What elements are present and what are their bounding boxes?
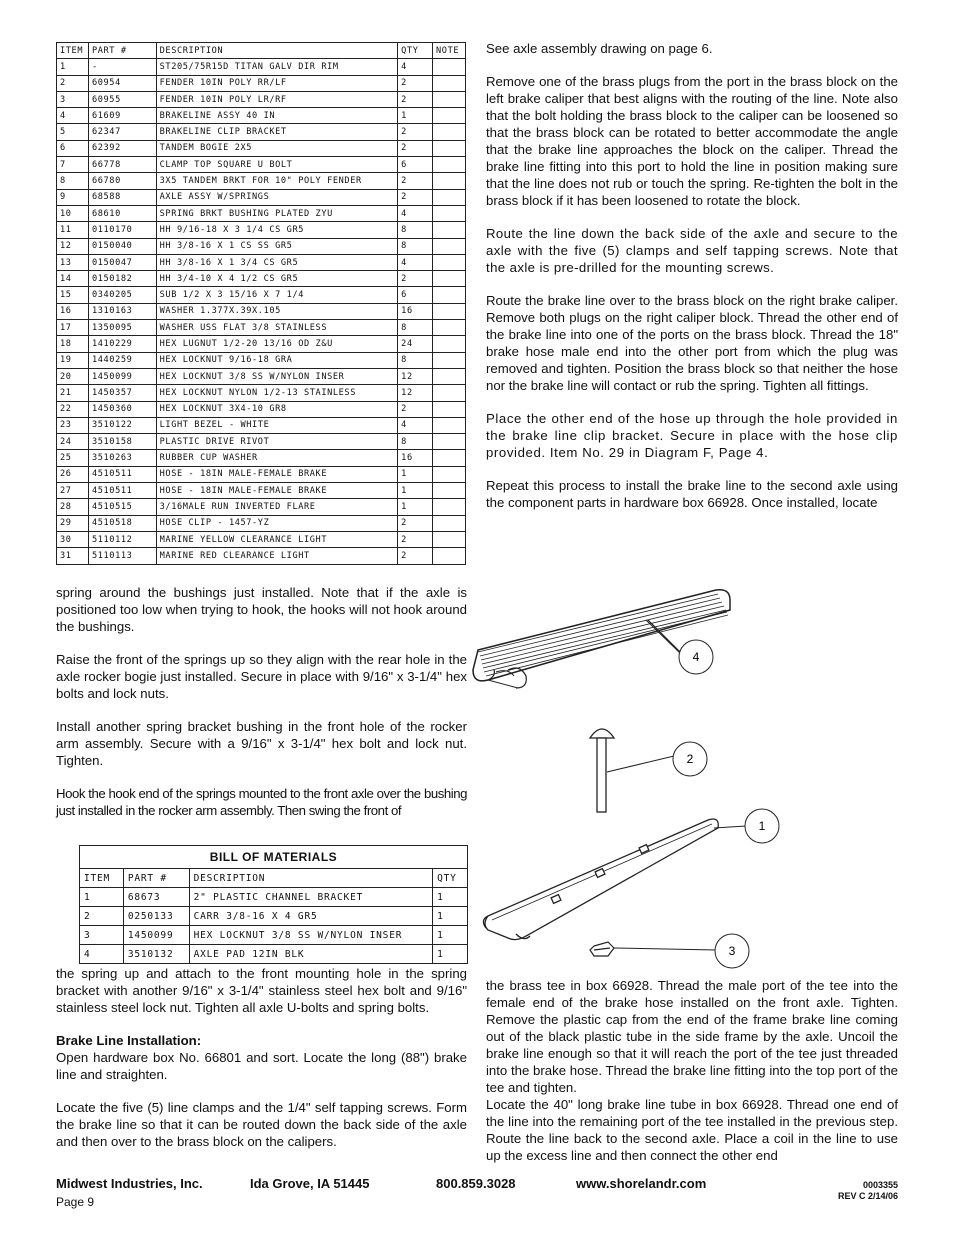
table-row <box>57 483 466 499</box>
table-cell: 5110113 <box>88 548 156 564</box>
table-cell: 5110112 <box>88 531 156 547</box>
table-cell: 27 <box>57 483 89 499</box>
table-row <box>57 320 466 336</box>
table-cell: TANDEM BOGIE 2X5 <box>156 140 398 156</box>
table-cell: 7 <box>57 157 89 173</box>
table-cell <box>433 303 466 319</box>
locknut-drawing <box>590 942 614 956</box>
table-cell: 24 <box>398 336 433 352</box>
table-cell <box>433 222 466 238</box>
paragraph: Install another spring bracket bushing in the front hole of the rocker arm assembly. Secure with a 9/16" x 3-1/4" hex bolt and lock nut. Tighten. <box>56 719 467 768</box>
table-cell: 1440259 <box>88 352 156 368</box>
table-cell: 19 <box>57 352 89 368</box>
table-row <box>57 271 466 287</box>
callout-label: 1 <box>758 819 766 833</box>
table-cell <box>433 336 466 352</box>
table-cell: LIGHT BEZEL - WHITE <box>156 417 398 433</box>
table-row <box>57 303 466 319</box>
table-cell: CLAMP TOP SQUARE U BOLT <box>156 157 398 173</box>
carriage-bolt-drawing <box>590 729 614 812</box>
table-cell <box>433 548 466 564</box>
column-header: DESCRIPTION <box>189 869 433 888</box>
hardware-diagram <box>468 580 908 975</box>
table-cell: 1 <box>398 466 433 482</box>
table-cell: ST205/75R15D TITAN GALV DIR RIM <box>156 59 398 75</box>
table-cell <box>433 531 466 547</box>
table-cell: RUBBER CUP WASHER <box>156 450 398 466</box>
table-cell <box>433 157 466 173</box>
right-bottom-text <box>486 977 898 1180</box>
table-cell: 60955 <box>88 91 156 107</box>
column-header: QTY <box>433 869 468 888</box>
table-cell: 1410229 <box>88 336 156 352</box>
table-cell: 1450099 <box>88 368 156 384</box>
table-cell: 9 <box>57 189 89 205</box>
table-cell <box>433 108 466 124</box>
table-cell: PLASTIC DRIVE RIVOT <box>156 434 398 450</box>
table-row <box>57 238 466 254</box>
column-header: ITEM <box>57 43 89 59</box>
table-cell: HOSE CLIP - 1457-YZ <box>156 515 398 531</box>
callout-label: 4 <box>692 650 700 664</box>
table-cell: 61609 <box>88 108 156 124</box>
footer-city: Ida Grove, IA 51445 <box>250 1176 370 1191</box>
paragraph: the brass tee in box 66928. Thread the male port of the tee into the female end of the brake hose installed on the front axle. Tighten. Remove the plastic cap from the end of the frame brake line coming out of the black plastic tube in the side frame by the axle. Uncoil the brake line enough so that it will reach the port of the tee just threaded into the brake hose. Thread the brake line fitting into the top port of the tee and tighten. <box>486 978 898 1095</box>
table-cell: HEX LOCKNUT 9/16-18 GRA <box>156 352 398 368</box>
table-cell: 23 <box>57 417 89 433</box>
table-cell <box>433 499 466 515</box>
table-cell <box>433 238 466 254</box>
page-number: Page 9 <box>56 1195 95 1209</box>
table-cell: 4 <box>398 417 433 433</box>
table-cell: 4 <box>398 59 433 75</box>
paragraph: Place the other end of the hose up through the hole provided in the brake line clip bracket. Secure in place with the hose clip provided. Item No. 29 in Diagram F, Page 4. <box>486 411 898 460</box>
parts-table <box>56 42 466 565</box>
table-row <box>57 75 466 91</box>
table-cell: 60954 <box>88 75 156 91</box>
column-header: PART # <box>88 43 156 59</box>
table-cell: 0150182 <box>88 271 156 287</box>
table-row <box>57 108 466 124</box>
table-cell: 29 <box>57 515 89 531</box>
table-row <box>57 336 466 352</box>
table-cell: MARINE YELLOW CLEARANCE LIGHT <box>156 531 398 547</box>
footer-website: www.shorelandr.com <box>576 1176 707 1191</box>
table-row <box>80 926 468 945</box>
table-cell: 8 <box>398 352 433 368</box>
table-cell: 66778 <box>88 157 156 173</box>
bom-title: BILL OF MATERIALS <box>80 846 468 869</box>
paragraph: Route the line down the back side of the axle and secure to the axle with the five (5) clamps and self tapping screws. Note that the axle is pre-drilled for the mounting screws. <box>486 226 898 275</box>
table-cell: 8 <box>398 320 433 336</box>
table-row <box>57 140 466 156</box>
table-cell: 68673 <box>123 888 189 907</box>
table-cell: 0150047 <box>88 254 156 270</box>
table-row <box>80 888 468 907</box>
paragraph: Route the brake line over to the brass block on the right brake caliper. Remove both plugs on the right caliper block. Thread the other end of the brake line into one of the ports on the brass block. Thread the 18" brake hose male end into the other port from which the plug was removed and tighten. Position the brass block so that neither the hose nor the brake line will contact or rub the spring. Tighten all fittings. <box>486 293 898 393</box>
table-cell: 3510158 <box>88 434 156 450</box>
table-cell: 2 <box>398 401 433 417</box>
footer-phone: 800.859.3028 <box>436 1176 516 1191</box>
table-cell <box>433 385 466 401</box>
table-cell: 1 <box>433 888 468 907</box>
column-header: DESCRIPTION <box>156 43 398 59</box>
table-cell: 11 <box>57 222 89 238</box>
table-cell: 2 <box>398 173 433 189</box>
table-cell: 2 <box>57 75 89 91</box>
table-row <box>80 945 468 964</box>
table-row <box>57 450 466 466</box>
table-cell <box>433 189 466 205</box>
column-header: PART # <box>123 869 189 888</box>
table-cell: HEX LOCKNUT 3/8 SS W/NYLON INSER <box>189 926 433 945</box>
table-cell: 2 <box>398 531 433 547</box>
table-cell: 3510263 <box>88 450 156 466</box>
column-header: NOTE <box>433 43 466 59</box>
table-cell: SUB 1/2 X 3 15/16 X 7 1/4 <box>156 287 398 303</box>
table-cell: HH 3/8-16 X 1 CS SS GR5 <box>156 238 398 254</box>
table-cell: 1450099 <box>123 926 189 945</box>
table-cell: 24 <box>57 434 89 450</box>
table-cell: HH 3/4-10 X 4 1/2 CS GR5 <box>156 271 398 287</box>
table-cell: HEX LOCKNUT 3/8 SS W/NYLON INSER <box>156 368 398 384</box>
table-cell: 16 <box>57 303 89 319</box>
table-cell <box>433 401 466 417</box>
table-cell: 68588 <box>88 189 156 205</box>
table-cell: 4510518 <box>88 515 156 531</box>
table-cell <box>433 140 466 156</box>
column-header: QTY <box>398 43 433 59</box>
table-cell: 30 <box>57 531 89 547</box>
table-cell: 10 <box>57 205 89 221</box>
paragraph: spring around the bushings just installed. Note that if the axle is positioned too low when trying to hook, the hooks will not hook around the bushings. <box>56 585 467 634</box>
table-cell: 0150040 <box>88 238 156 254</box>
section-heading: Brake Line Installation: <box>56 1033 202 1048</box>
table-cell: 2 <box>80 907 124 926</box>
table-cell: 6 <box>57 140 89 156</box>
table-cell: 2 <box>398 271 433 287</box>
table-cell: 3 <box>57 91 89 107</box>
table-cell <box>433 254 466 270</box>
table-row <box>57 434 466 450</box>
table-cell: 6 <box>398 287 433 303</box>
table-cell: 28 <box>57 499 89 515</box>
right-top-text <box>486 40 898 527</box>
table-cell <box>433 173 466 189</box>
paragraph: Open hardware box No. 66801 and sort. Locate the long (88") brake line and straighten. <box>56 1050 467 1082</box>
table-cell: 1 <box>433 907 468 926</box>
table-row <box>80 907 468 926</box>
table-cell: MARINE RED CLEARANCE LIGHT <box>156 548 398 564</box>
table-cell: 4 <box>398 205 433 221</box>
table-row <box>57 254 466 270</box>
table-cell: CARR 3/8-16 X 4 GR5 <box>189 907 433 926</box>
table-cell <box>433 483 466 499</box>
table-cell <box>433 417 466 433</box>
table-cell: 4 <box>80 945 124 964</box>
table-cell: 5 <box>57 124 89 140</box>
table-cell: 1310163 <box>88 303 156 319</box>
paragraph: Hook the hook end of the springs mounted to the front axle over the bushing just installed in the rocker arm assembly. Then swing the front of <box>56 786 467 818</box>
table-cell: 1 <box>80 888 124 907</box>
table-cell <box>433 75 466 91</box>
paragraph: See axle assembly drawing on page 6. <box>486 41 713 56</box>
table-cell <box>433 515 466 531</box>
table-row <box>57 401 466 417</box>
channel-bracket-drawing <box>483 819 718 940</box>
table-cell: 2 <box>398 515 433 531</box>
table-cell: BRAKELINE CLIP BRACKET <box>156 124 398 140</box>
table-cell: 2 <box>398 91 433 107</box>
column-header: ITEM <box>80 869 124 888</box>
table-cell: 0110170 <box>88 222 156 238</box>
table-cell: 68610 <box>88 205 156 221</box>
table-cell: HEX LOCKNUT NYLON 1/2-13 STAINLESS <box>156 385 398 401</box>
table-cell: BRAKELINE ASSY 40 IN <box>156 108 398 124</box>
revision: REV C 2/14/06 <box>837 1191 898 1201</box>
table-cell: 31 <box>57 548 89 564</box>
callout-label: 2 <box>686 752 694 766</box>
table-cell: 62392 <box>88 140 156 156</box>
table-row <box>57 222 466 238</box>
table-row <box>57 499 466 515</box>
paragraph: Locate the five (5) line clamps and the 1/4" self tapping screws. Form the brake line so that it can be routed down the back side of the axle and then over to the brass block on the calipers. <box>56 1100 467 1149</box>
table-cell <box>433 352 466 368</box>
table-cell: 25 <box>57 450 89 466</box>
table-cell <box>433 466 466 482</box>
table-cell: HOSE - 18IN MALE-FEMALE BRAKE <box>156 483 398 499</box>
table-row <box>57 91 466 107</box>
table-cell: 1 <box>398 483 433 499</box>
table-header-row <box>80 869 468 888</box>
paragraph: Remove one of the brass plugs from the port in the brass block on the left brake caliper that best aligns with the routing of the line. Note also that the bolt holding the brass block to the caliper can be loosened so that the brass block can be rotated to better accommodate the angle that the brake line approaches the block on the caliper. Thread the brake line fitting into this port to hold the line in position making sure that the line does not rub or touch the spring. Re-tighten the bolt in the brass block if it has been loosened to rotate the block. <box>486 74 898 208</box>
table-cell: WASHER 1.377X.39X.105 <box>156 303 398 319</box>
table-cell: HH 9/16-18 X 3 1/4 CS GR5 <box>156 222 398 238</box>
table-cell: 1 <box>57 59 89 75</box>
table-cell: 3 <box>80 926 124 945</box>
table-cell: 4510515 <box>88 499 156 515</box>
table-row <box>57 531 466 547</box>
table-cell: 1350095 <box>88 320 156 336</box>
table-cell: 62347 <box>88 124 156 140</box>
table-row <box>57 124 466 140</box>
table-cell: 3510122 <box>88 417 156 433</box>
table-cell: 1 <box>433 926 468 945</box>
table-cell: 26 <box>57 466 89 482</box>
table-cell: HEX LUGNUT 1/2-20 13/16 OD Z&U <box>156 336 398 352</box>
table-cell: 3510132 <box>123 945 189 964</box>
table-cell: 0250133 <box>123 907 189 926</box>
table-cell: 22 <box>57 401 89 417</box>
table-cell: 1450357 <box>88 385 156 401</box>
table-row <box>57 287 466 303</box>
table-cell <box>433 124 466 140</box>
left-mid-text <box>56 584 467 835</box>
table-row <box>57 417 466 433</box>
table-row <box>57 59 466 75</box>
table-cell <box>433 287 466 303</box>
table-cell <box>433 434 466 450</box>
table-cell: 2 <box>398 124 433 140</box>
table-cell: FENDER 10IN POLY RR/LF <box>156 75 398 91</box>
table-cell: 2" PLASTIC CHANNEL BRACKET <box>189 888 433 907</box>
table-cell: 2 <box>398 548 433 564</box>
table-cell: 3X5 TANDEM BRKT FOR 10" POLY FENDER <box>156 173 398 189</box>
table-cell: 3/16MALE RUN INVERTED FLARE <box>156 499 398 515</box>
table-cell: 4 <box>57 108 89 124</box>
table-cell: FENDER 10IN POLY LR/RF <box>156 91 398 107</box>
table-cell: 2 <box>398 140 433 156</box>
table-cell <box>433 368 466 384</box>
bom-table <box>79 845 468 964</box>
table-cell: 2 <box>398 189 433 205</box>
table-cell: 8 <box>398 434 433 450</box>
table-cell: AXLE PAD 12IN BLK <box>189 945 433 964</box>
table-cell: 4 <box>398 254 433 270</box>
table-cell: 8 <box>398 222 433 238</box>
table-cell: 1450360 <box>88 401 156 417</box>
document-number: 0003355 <box>862 1180 898 1190</box>
table-cell: 13 <box>57 254 89 270</box>
table-cell: 1 <box>398 499 433 515</box>
callout-label: 3 <box>728 944 736 958</box>
table-cell: 8 <box>57 173 89 189</box>
paragraph: the spring up and attach to the front mounting hole in the spring bracket with another 9/16" x 3-1/4" stainless steel hex bolt and 9/16" stainless steel lock nut. Tighten all axle U-bolts and spring bolts. <box>56 966 467 1015</box>
table-cell: 12 <box>57 238 89 254</box>
table-cell: 16 <box>398 450 433 466</box>
table-row <box>57 368 466 384</box>
table-cell <box>433 205 466 221</box>
table-cell <box>433 320 466 336</box>
table-cell <box>433 271 466 287</box>
table-cell: 4510511 <box>88 466 156 482</box>
table-cell: 1 <box>398 108 433 124</box>
footer-company: Midwest Industries, Inc. <box>56 1176 203 1191</box>
table-row <box>57 385 466 401</box>
left-bottom-text <box>56 965 467 1166</box>
table-cell: HEX LOCKNUT 3X4-10 GR8 <box>156 401 398 417</box>
table-row <box>57 466 466 482</box>
table-cell: 66780 <box>88 173 156 189</box>
table-cell: HH 3/8-16 X 1 3/4 CS GR5 <box>156 254 398 270</box>
table-cell <box>433 59 466 75</box>
table-row <box>57 157 466 173</box>
table-row <box>57 189 466 205</box>
table-cell: 1 <box>433 945 468 964</box>
table-cell: 6 <box>398 157 433 173</box>
table-cell: 18 <box>57 336 89 352</box>
table-cell: 14 <box>57 271 89 287</box>
table-cell: 12 <box>398 368 433 384</box>
table-cell <box>433 91 466 107</box>
table-row <box>57 173 466 189</box>
table-row <box>57 205 466 221</box>
table-row <box>57 548 466 564</box>
paragraph: Raise the front of the springs up so they align with the rear hole in the axle rocker bogie just installed. Secure in place with 9/16" x 3-1/4" hex bolts and lock nuts. <box>56 652 467 701</box>
table-row <box>57 352 466 368</box>
table-cell: 0340205 <box>88 287 156 303</box>
table-cell: AXLE ASSY W/SPRINGS <box>156 189 398 205</box>
table-row <box>57 515 466 531</box>
table-cell: SPRING BRKT BUSHING PLATED ZYU <box>156 205 398 221</box>
paragraph: Repeat this process to install the brake line to the second axle using the component parts in hardware box 66928. Once installed, locate <box>486 478 898 510</box>
table-cell: 21 <box>57 385 89 401</box>
table-cell: 16 <box>398 303 433 319</box>
table-cell: 20 <box>57 368 89 384</box>
table-cell: 15 <box>57 287 89 303</box>
table-cell: 4510511 <box>88 483 156 499</box>
table-cell: 12 <box>398 385 433 401</box>
table-cell: - <box>88 59 156 75</box>
table-header-row <box>57 43 466 59</box>
table-cell <box>433 450 466 466</box>
table-cell: 17 <box>57 320 89 336</box>
table-cell: 2 <box>398 75 433 91</box>
table-cell: HOSE - 18IN MALE-FEMALE BRAKE <box>156 466 398 482</box>
table-cell: WASHER USS FLAT 3/8 STAINLESS <box>156 320 398 336</box>
paragraph: Locate the 40" long brake line tube in box 66928. Thread one end of the line into the remaining port of the tee installed in the previous step. Route the line back to the second axle. Place a coil in the line to use up the excess line and then connect the other end <box>486 1097 898 1163</box>
table-cell: 8 <box>398 238 433 254</box>
